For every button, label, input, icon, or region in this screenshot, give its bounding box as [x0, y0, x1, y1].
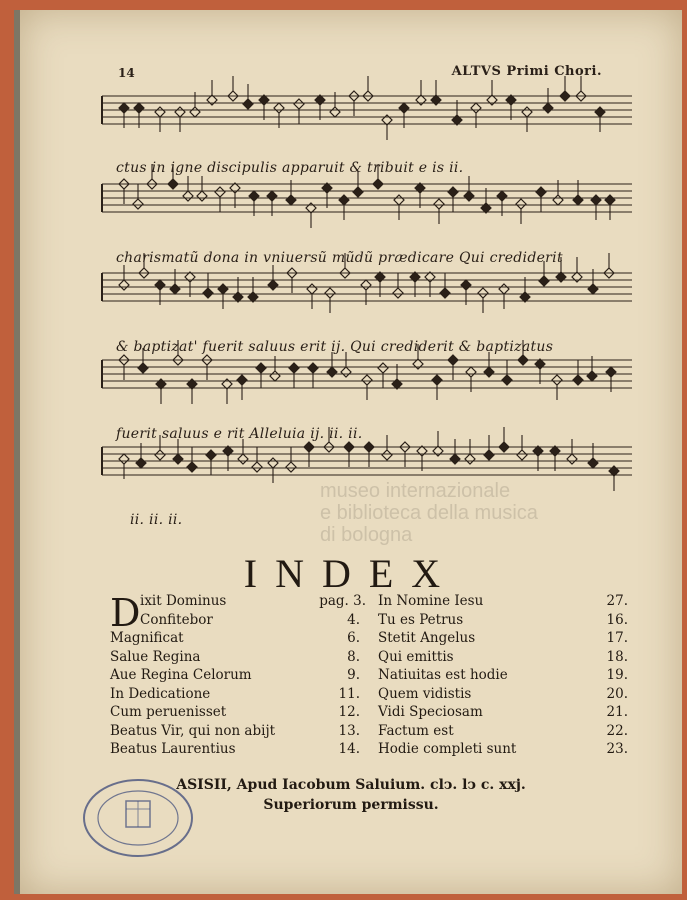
note-head: [249, 191, 259, 201]
note-head: [591, 195, 601, 205]
note-head: [478, 288, 488, 298]
index-table: [110, 593, 650, 760]
note-head: [517, 450, 527, 460]
note-head: [294, 99, 304, 109]
index-title-left: Beatus Laurentius: [110, 741, 236, 757]
lyrics-line: ii. ii. ii.: [130, 512, 183, 528]
note-head: [119, 103, 129, 113]
note-head: [373, 179, 383, 189]
note-head: [119, 454, 129, 464]
index-page-left: 13.: [338, 722, 360, 739]
book-page: [14, 10, 682, 894]
note-head: [516, 199, 526, 209]
index-row: [110, 723, 650, 742]
index-title-left: ixit Dominus: [140, 593, 227, 609]
index-page-right: 19.: [606, 667, 628, 683]
note-head: [573, 195, 583, 205]
note-head: [133, 199, 143, 209]
note-head: [588, 458, 598, 468]
note-head: [382, 450, 392, 460]
note-head: [215, 187, 225, 197]
note-head: [183, 191, 193, 201]
note-head: [606, 367, 616, 377]
index-title: INDEX: [243, 551, 459, 596]
note-head: [289, 363, 299, 373]
index-row: [110, 612, 650, 631]
note-head: [274, 103, 284, 113]
index-row: [110, 686, 650, 705]
index-row: [110, 649, 650, 668]
library-watermark: [320, 480, 580, 546]
note-head: [168, 179, 178, 189]
index-page-right: 16.: [606, 611, 628, 628]
index-page-right: 21.: [606, 704, 628, 720]
index-title-left: Beatus Vir, qui non abijt: [110, 722, 276, 739]
note-head: [432, 375, 442, 385]
note-head: [543, 103, 553, 113]
watermark-line: e biblioteca della musica: [320, 502, 538, 524]
imprint-line-2: Superiorum permissu.: [263, 797, 439, 813]
index-title-right: Stetit Angelus: [378, 630, 476, 646]
watermark-line: di bologna: [320, 524, 413, 546]
index-row: [110, 667, 650, 686]
note-head: [330, 107, 340, 117]
note-head: [461, 280, 471, 290]
index-row: [110, 630, 650, 649]
index-title-right: Qui emittis: [378, 648, 454, 665]
note-head: [339, 195, 349, 205]
note-head: [155, 450, 165, 460]
note-head: [308, 363, 318, 373]
note-head: [187, 462, 197, 472]
note-head: [170, 284, 180, 294]
music-staves: [20, 10, 682, 540]
note-head: [175, 107, 185, 117]
note-head: [243, 99, 253, 109]
index-page-right: 22.: [606, 722, 628, 739]
index-dropcap: D: [110, 591, 141, 635]
index-title-left: Aue Regina Celorum: [110, 667, 252, 683]
note-head: [499, 442, 509, 452]
index-title-right: Tu es Petrus: [378, 611, 464, 628]
note-head: [595, 107, 605, 117]
note-head: [552, 375, 562, 385]
note-head: [238, 454, 248, 464]
note-head: [304, 442, 314, 452]
index-page-right: 20.: [606, 685, 628, 702]
note-head: [136, 458, 146, 468]
index-title-left: Salue Regina: [110, 648, 201, 665]
note-head: [268, 280, 278, 290]
note-head: [325, 288, 335, 298]
note-head: [502, 375, 512, 385]
note-head: [440, 288, 450, 298]
note-head: [393, 288, 403, 298]
index-page-left: 12.: [338, 704, 360, 720]
index-row: [110, 593, 650, 612]
note-head: [605, 195, 615, 205]
index-page-left: 4.: [347, 611, 360, 628]
index-title-right: Vidi Speciosam: [378, 704, 483, 720]
note-head: [522, 107, 532, 117]
note-head: [119, 280, 129, 290]
index-page-right: 23.: [606, 741, 628, 757]
note-head: [484, 367, 494, 377]
index-page-left: 6.: [347, 630, 360, 646]
index-title-left: In Dedicatione: [110, 685, 211, 702]
index-page-right: 18.: [606, 648, 628, 665]
index-title-right: Factum est: [378, 722, 454, 739]
index-page-left: 8.: [347, 648, 360, 665]
note-head: [203, 288, 213, 298]
index-title-right: In Nomine Iesu: [378, 593, 484, 609]
index-page-left: 14.: [338, 741, 360, 757]
index-title-left: Magnificat: [110, 630, 184, 646]
index-page-right: 17.: [606, 630, 628, 646]
note-head: [553, 195, 563, 205]
note-head: [134, 103, 144, 113]
index-row: [110, 704, 650, 723]
note-head: [138, 363, 148, 373]
note-head: [448, 187, 458, 197]
note-head: [464, 191, 474, 201]
note-head: [362, 375, 372, 385]
note-head: [588, 284, 598, 294]
lyrics-line: charismatũ dona in vniuersũ mũdũ prædicare Qui crediderit: [116, 250, 563, 266]
note-head: [286, 195, 296, 205]
imprint-line-1: ASISII, Apud Iacobum Saluium. clↄ. lↄ c. xxj.: [176, 777, 526, 793]
note-head: [471, 103, 481, 113]
note-head: [448, 355, 458, 365]
index-page-left: 9.: [347, 667, 360, 683]
note-head: [190, 107, 200, 117]
note-head: [560, 91, 570, 101]
note-head: [173, 454, 183, 464]
note-head: [267, 191, 277, 201]
note-head: [499, 284, 509, 294]
index-row: [110, 741, 650, 760]
note-head: [497, 191, 507, 201]
note-head: [286, 462, 296, 472]
index-title-right: Natiuitas est hodie: [378, 667, 508, 683]
note-head: [518, 355, 528, 365]
index-page-left: 11.: [338, 685, 360, 702]
index-title-right: Hodie completi sunt: [378, 741, 517, 757]
lyrics-line: fuerit saluus e rit Alleluia ij. ii. ii.: [116, 426, 363, 442]
note-head: [206, 450, 216, 460]
library-stamp-icon: [80, 775, 196, 861]
index-title-left: Cum peruenisset: [110, 704, 227, 720]
part-title: ALTVS Primi Chori.: [451, 64, 602, 79]
note-head: [237, 375, 247, 385]
note-head: [484, 450, 494, 460]
note-head: [434, 199, 444, 209]
note-head: [307, 284, 317, 294]
note-head: [465, 454, 475, 464]
index-page-left: pag. 3.: [319, 593, 366, 609]
note-head: [394, 195, 404, 205]
note-head: [399, 103, 409, 113]
note-head: [327, 367, 337, 377]
note-head: [341, 367, 351, 377]
index-title-right: Quem vidistis: [378, 685, 472, 702]
note-head: [256, 363, 266, 373]
staff: [102, 76, 632, 140]
note-head: [536, 187, 546, 197]
page-number: 14: [118, 66, 135, 80]
note-head: [567, 454, 577, 464]
note-head: [344, 442, 354, 452]
lyrics-line: ctus in igne discipulis apparuit & tribuit e is ii.: [116, 160, 464, 176]
watermark-line: museo internazionale: [320, 480, 511, 502]
note-head: [378, 363, 388, 373]
note-head: [573, 375, 583, 385]
note-head: [155, 280, 165, 290]
note-head: [466, 367, 476, 377]
note-head: [270, 371, 280, 381]
note-head: [353, 187, 363, 197]
note-head: [364, 442, 374, 452]
note-head: [268, 458, 278, 468]
index-page-right: 27.: [606, 593, 628, 609]
note-head: [252, 462, 262, 472]
note-head: [587, 371, 597, 381]
note-head: [197, 191, 207, 201]
index-title-left: Confitebor: [140, 611, 213, 628]
note-head: [361, 280, 371, 290]
note-head: [218, 284, 228, 294]
note-head: [450, 454, 460, 464]
lyrics-line: & baptizat' fuerit saluus erit ij. Qui crediderit & baptizatus: [116, 339, 554, 355]
note-head: [539, 276, 549, 286]
note-head: [155, 107, 165, 117]
